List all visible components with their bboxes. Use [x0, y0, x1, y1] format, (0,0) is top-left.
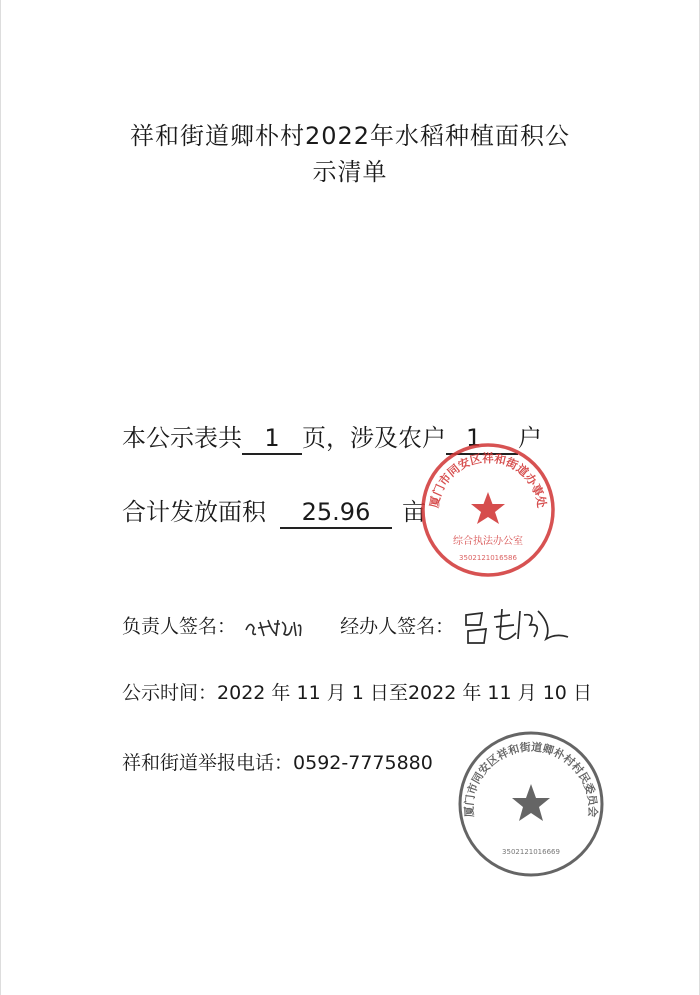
year-char-1: 年: [271, 682, 291, 704]
year-char-2: 年: [462, 682, 482, 704]
end-year: 2022: [407, 682, 457, 704]
hotline-line: [122, 748, 433, 775]
page-count: 1: [242, 424, 302, 455]
start-year: 2022: [217, 682, 266, 704]
title-line-2: 示清单: [312, 158, 388, 186]
end-day: 10: [542, 682, 567, 704]
seal2-code: 3502121016669: [502, 848, 560, 856]
period-line: [122, 678, 592, 705]
responsible-label: 负责人签名：: [122, 615, 237, 638]
seal1-outer-text: 厦门市同安区祥和街道办事处: [426, 450, 550, 509]
month-char-1: 月: [326, 682, 346, 704]
start-day: 1: [351, 682, 364, 704]
area-label: 合计发放面积: [122, 498, 266, 526]
signature-line: [122, 603, 572, 651]
area-value: 25.96: [280, 498, 392, 529]
area-line: [122, 492, 426, 529]
official-seal-red: [418, 440, 558, 580]
handler-signature: [460, 603, 572, 651]
month-char-2: 月: [517, 682, 537, 704]
household-count: 1: [446, 424, 518, 455]
responsible-signature: [242, 612, 314, 642]
to-char: 至: [388, 682, 408, 704]
seal1-inner-text: 综合执法办公室: [453, 536, 523, 547]
summary-prefix: 本公示表共: [122, 424, 242, 452]
households-suffix: 户: [518, 424, 542, 452]
seal1-star-icon: [471, 492, 505, 524]
handler-label: 经办人签名：: [340, 615, 455, 638]
area-unit: 亩: [402, 498, 426, 526]
seal2-star-icon: [512, 784, 550, 821]
village-committee-seal: [455, 728, 607, 880]
start-month: 11: [296, 682, 321, 704]
day-char-2: 日: [572, 682, 592, 704]
seal2-outer-text: 厦门市同安区祥和街道卿朴村村民委员会: [462, 740, 600, 818]
hotline-number: 0592-7775880: [293, 752, 433, 774]
hotline-label: 祥和街道举报电话：: [122, 752, 294, 774]
document-title: [60, 118, 640, 190]
seal1-code: 3502121016586: [459, 554, 517, 562]
pages-suffix: 页，涉及农户: [302, 424, 446, 452]
title-line-1: 祥和街道卿朴村2022年水稻种植面积公: [129, 122, 571, 150]
day-char-1: 日: [369, 682, 389, 704]
period-label: 公示时间：: [122, 682, 218, 704]
end-month: 11: [487, 682, 512, 704]
